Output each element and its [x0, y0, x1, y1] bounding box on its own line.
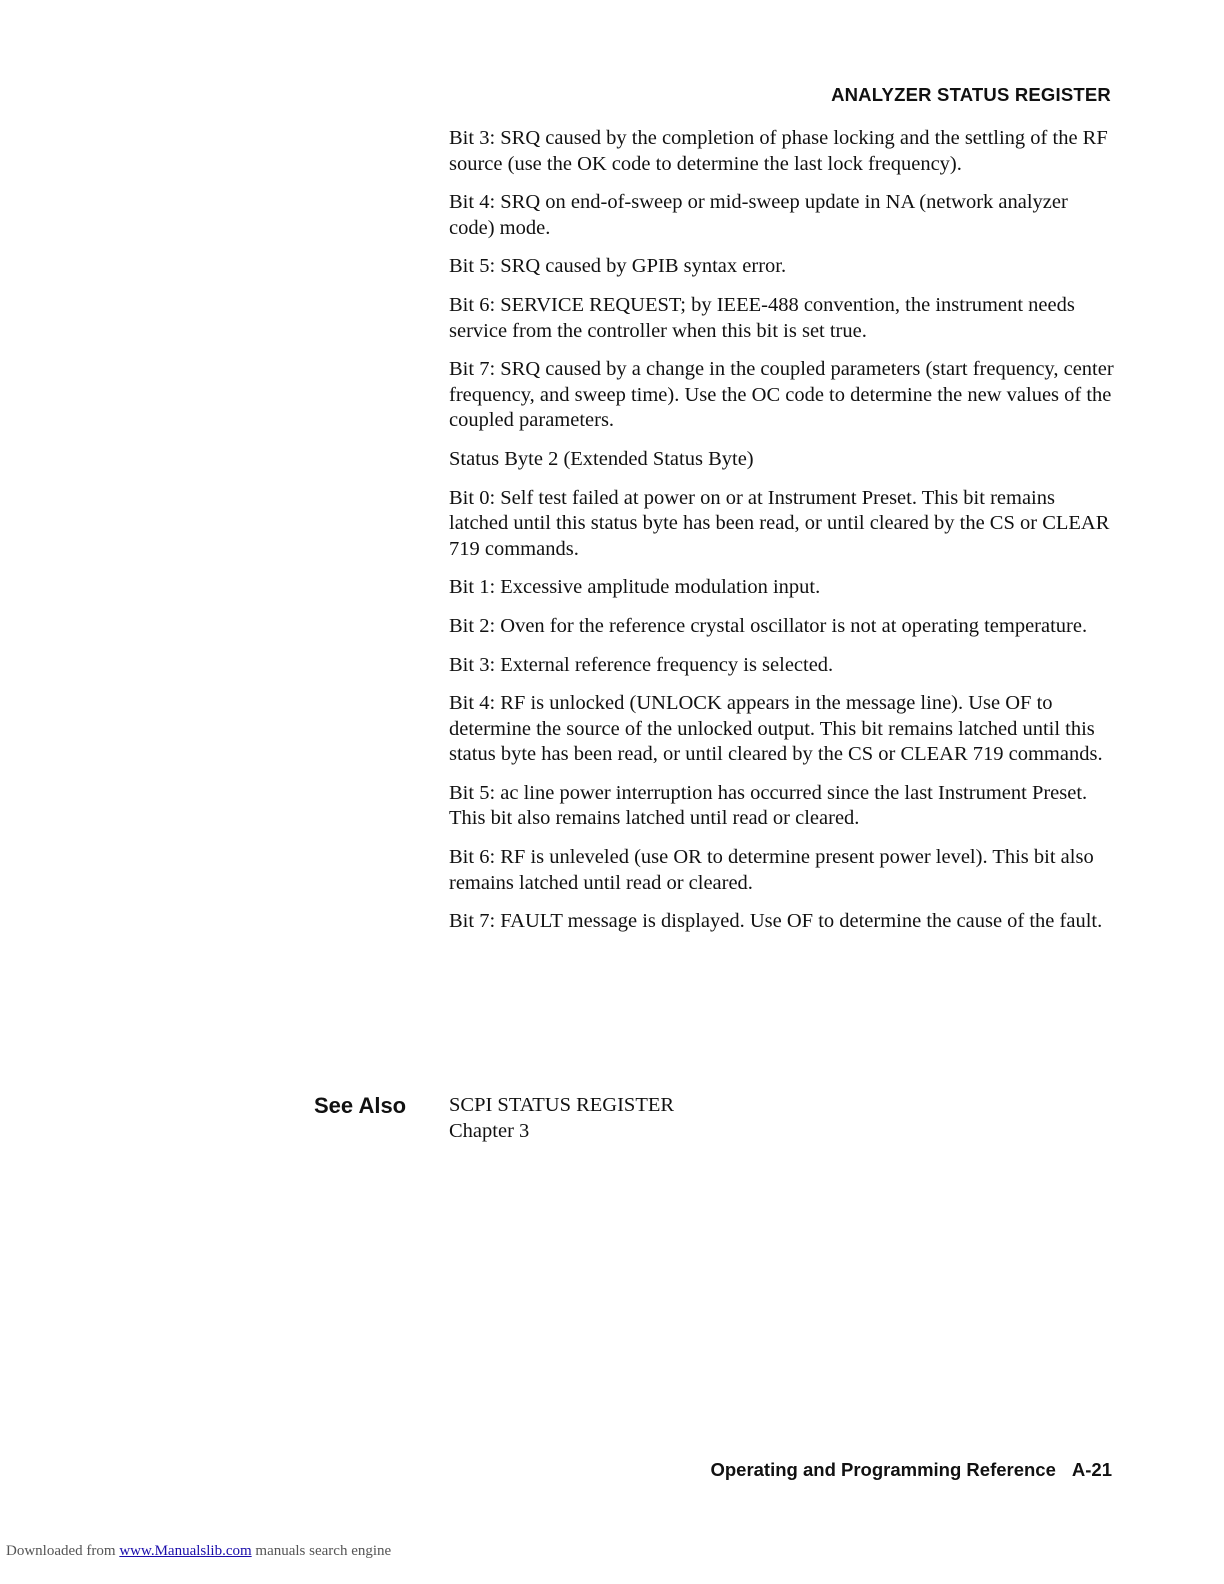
running-header: ANALYZER STATUS REGISTER — [831, 84, 1111, 105]
download-suffix: manuals search engine — [255, 1543, 392, 1559]
status-byte-2-heading: Status Byte 2 (Extended Status Byte) — [449, 447, 754, 470]
see-also-item-scpi: SCPI STATUS REGISTER — [449, 1094, 675, 1116]
paragraph-sb1-bit5: Bit 5: SRQ caused by GPIB syntax error. — [449, 255, 787, 278]
download-notice — [6, 1543, 391, 1560]
paragraph-sb2-bit6: Bit 6: RF is unleveled (use OR to determine present power level). This bit also remains latched until read or cleared. — [449, 846, 1094, 894]
paragraph-sb1-bit6: Bit 6: SERVICE REQUEST; by IEEE-488 convention, the instrument needs service from the controller when this bit is set true. — [449, 293, 1075, 342]
paragraph-sb2-bit3: Bit 3: External reference frequency is selected. — [449, 653, 834, 676]
manualslib-link[interactable]: www.Manualslib.com — [119, 1543, 252, 1559]
footer-section-title: Operating and Programming Reference — [710, 1459, 1056, 1480]
paragraph-sb2-bit2: Bit 2: Oven for the reference crystal oscillator is not at operating temperature. — [449, 614, 1088, 637]
download-prefix: Downloaded from — [6, 1543, 116, 1559]
see-also-list — [449, 1093, 674, 1144]
paragraph-sb2-bit4: Bit 4: RF is unlocked (UNLOCK appears in the message line). Use OF to determine the source of the unlocked output. This bit remains latched until this status byte has been read, or until cleared by the CS or CLEAR 719 commands. — [449, 692, 1103, 766]
paragraph-sb1-bit7: Bit 7: SRQ caused by a change in the coupled parameters (start frequency, center frequency, and sweep time). Use the OC code to determine the new values of the coupled parameters. — [449, 358, 1114, 432]
paragraph-sb1-bit3: Bit 3: SRQ caused by the completion of phase locking and the settling of the RF source (use the OK code to determine the last lock frequency). — [449, 127, 1108, 175]
paragraph-sb2-bit0: Bit 0: Self test failed at power on or at Instrument Preset. This bit remains latched until this status byte has been read, or until cleared by the CS or CLEAR 719 commands. — [449, 486, 1110, 560]
page-footer — [710, 1459, 1112, 1481]
page-number: A-21 — [1071, 1459, 1112, 1480]
see-also-heading: See Also — [314, 1093, 407, 1118]
see-also-item-chapter: Chapter 3 — [449, 1119, 530, 1142]
paragraph-sb2-bit5: Bit 5: ac line power interruption has occurred since the last Instrument Preset. This bit also remains latched until read or cleared. — [449, 781, 1088, 830]
paragraph-sb2-bit7: Bit 7: FAULT message is displayed. Use OF to determine the cause of the fault. — [449, 910, 1103, 933]
paragraph-sb1-bit4: Bit 4: SRQ on end-of-sweep or mid-sweep update in NA (network analyzer code) mode. — [449, 191, 1068, 239]
paragraph-sb2-bit1: Bit 1: Excessive amplitude modulation input. — [449, 576, 821, 599]
body-text — [449, 126, 1117, 948]
